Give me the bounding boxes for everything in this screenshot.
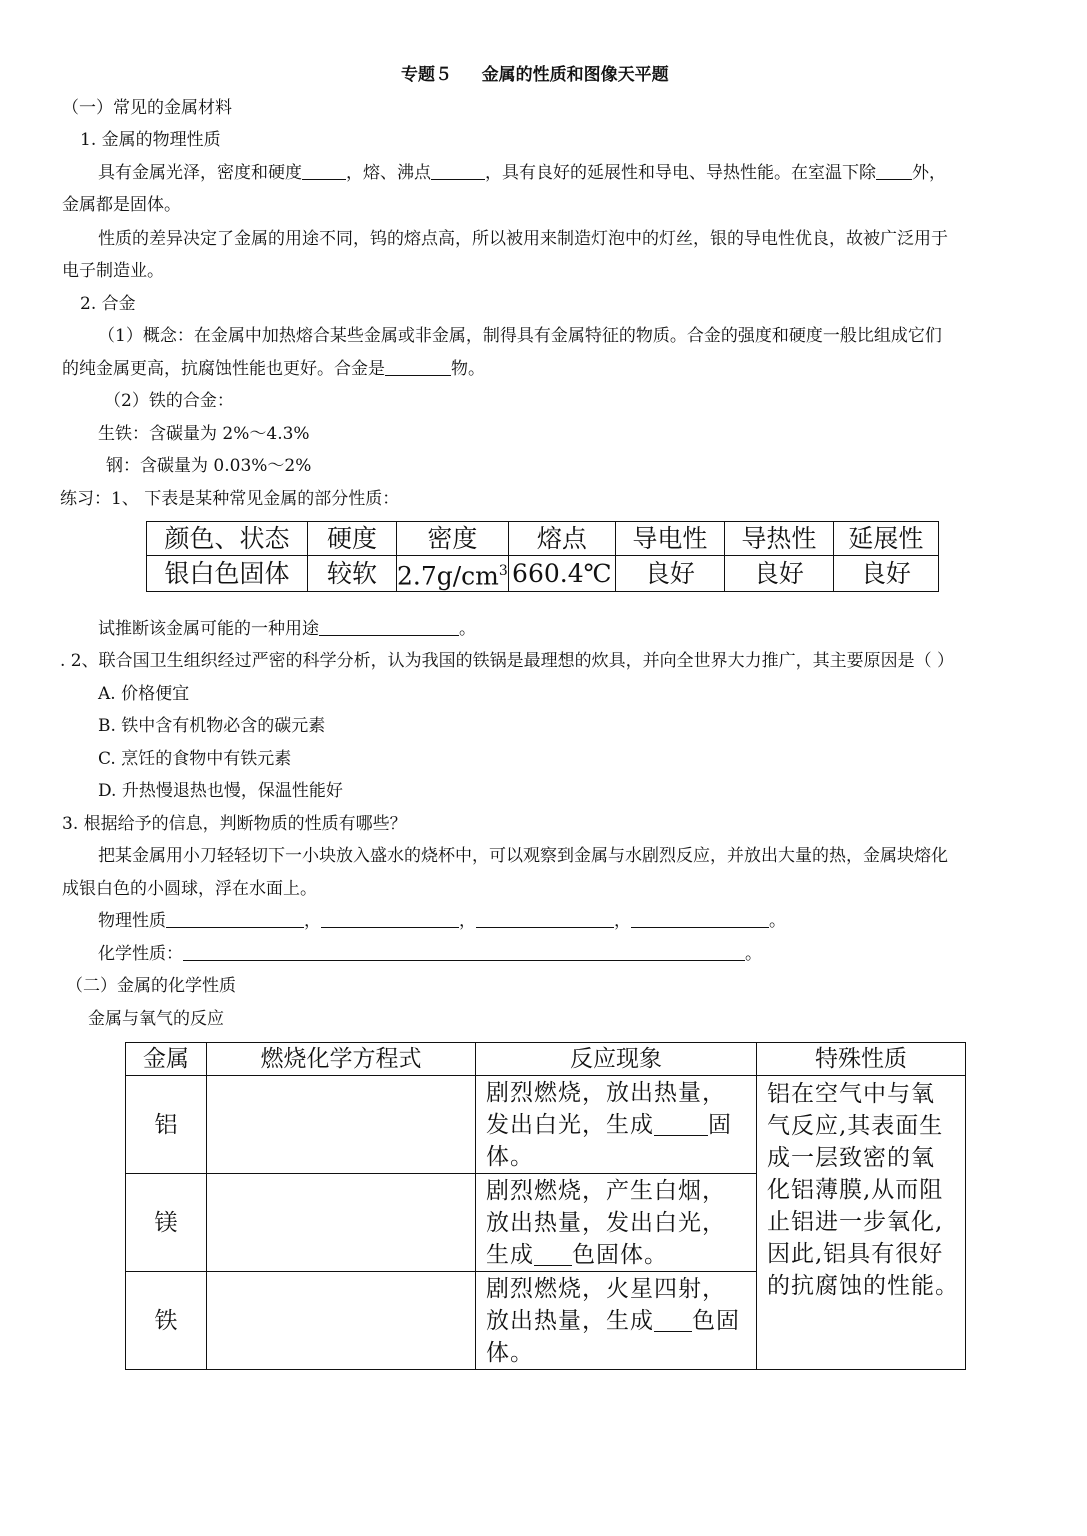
page-title [401, 64, 669, 86]
text-line: 止铝进一步氧化, [767, 1209, 944, 1235]
text: ， [459, 911, 476, 931]
equation-cell[interactable] [207, 1174, 476, 1272]
text: 色固 [692, 1307, 740, 1334]
usage-line1: 性质的差异决定了金属的用途不同，钨的熔点高，所以被用来制造灯泡中的灯丝，银的导电性优良，故被广泛用于 [98, 229, 948, 249]
metal-cell: 铁 [126, 1272, 207, 1370]
table-header-cell: 反应现象 [476, 1043, 757, 1076]
metal-properties-table [146, 521, 939, 592]
text: 。 [745, 944, 762, 964]
fill-blank[interactable] [534, 1243, 572, 1266]
table-cell: 银白色固体 [147, 556, 308, 592]
table-header-cell: 颜色、状态 [147, 522, 308, 556]
table-header-cell: 延展性 [833, 522, 938, 556]
text-line: 的抗腐蚀的性能。 [767, 1273, 959, 1299]
table-header-row [126, 1043, 966, 1076]
fill-blank[interactable] [319, 619, 459, 636]
exercise1-question [98, 618, 476, 640]
table-header-cell: 燃烧化学方程式 [207, 1043, 476, 1076]
metal-cell: 镁 [126, 1174, 207, 1272]
special-property-cell [757, 1076, 966, 1370]
option-a: A. 价格便宜 [98, 684, 190, 704]
table-header-row [147, 522, 939, 556]
density-exponent: 3 [498, 563, 508, 579]
exercise3-desc-line1: 把某金属用小刀轻轻切下一小块放入盛水的烧杯中，可以观察到金属与水剧烈反应，并放出大量的热，金属块熔化 [98, 846, 948, 866]
physical-props-line2: 金属都是固体。 [62, 195, 181, 215]
fill-blank[interactable] [876, 163, 912, 180]
text: ，熔、沸点 [346, 163, 431, 183]
metal-cell: 铝 [126, 1076, 207, 1174]
text: 化学性质： [98, 944, 183, 964]
text: 外， [912, 163, 946, 183]
table-cell: 良好 [615, 556, 724, 592]
table-row [126, 1076, 966, 1174]
oxygen-reaction-subheading: 金属与氧气的反应 [88, 1009, 224, 1029]
usage-line2: 电子制造业。 [62, 261, 164, 281]
table-header-cell: 硬度 [308, 522, 397, 556]
text: 试推断该金属可能的一种用途 [98, 619, 319, 639]
table-header-cell: 熔点 [508, 522, 615, 556]
fill-blank[interactable] [302, 163, 346, 180]
phenomenon-cell [476, 1272, 757, 1370]
fill-blank[interactable] [385, 359, 451, 376]
steel-line: 钢：含碳量为 0.03%～2% [106, 456, 312, 476]
exercise2-stem: . 2、联合国卫生组织经过严密的科学分析，认为我国的铁锅是最理想的炊具，并向全世界大力推广，其主要原因是（ ） [60, 651, 955, 671]
fill-blank[interactable] [431, 163, 485, 180]
exercise3-stem: 3. 根据给予的信息，判断物质的性质有哪些？ [62, 814, 407, 834]
phenomenon-cell [476, 1174, 757, 1272]
density-value: 2.7g/cm [397, 561, 499, 591]
text-line: 成一层致密的氧 [767, 1145, 935, 1171]
equation-cell[interactable] [207, 1272, 476, 1370]
table-cell: 较软 [308, 556, 397, 592]
equation-cell[interactable] [207, 1076, 476, 1174]
text: 的纯金属更高，抗腐蚀性能也更好。合金是 [62, 359, 385, 379]
text-line: 因此,铝具有很好 [767, 1241, 944, 1267]
text-line: 气反应,其表面生 [767, 1113, 944, 1139]
topic-number: 专题５ [401, 65, 452, 85]
section1-heading: （一）常见的金属材料 [62, 98, 232, 118]
fill-blank[interactable] [476, 911, 614, 928]
table-header-cell: 金属 [126, 1043, 207, 1076]
fill-blank[interactable] [166, 911, 304, 928]
text: ，具有良好的延展性和导电、导热性能。在室温下除 [485, 163, 876, 183]
text-line: 体。 [486, 1143, 534, 1170]
physical-props-line1 [98, 162, 946, 184]
text: 。 [769, 911, 786, 931]
exercise3-desc-line2: 成银白色的小圆球，浮在水面上。 [62, 879, 317, 899]
text: 物理性质 [98, 911, 166, 931]
exercise1-intro: 练习：1、 下表是某种常见金属的部分性质： [60, 489, 400, 509]
option-d: D. 升热慢退热也慢，保温性能好 [98, 781, 343, 801]
fill-blank[interactable] [654, 1113, 708, 1136]
table-header-cell: 导电性 [615, 522, 724, 556]
alloy-concept-line2 [62, 358, 485, 380]
text: 。 [459, 619, 476, 639]
physical-props-heading: 1. 金属的物理性质 [80, 130, 221, 150]
chemical-properties-line [98, 943, 762, 965]
fill-blank[interactable] [654, 1309, 692, 1332]
topic-name: 金属的性质和图像天平题 [481, 65, 669, 85]
table-header-cell: 密度 [397, 522, 509, 556]
alloy-heading: 2. 合金 [80, 294, 136, 314]
text: 放出热量，生成 [486, 1307, 654, 1334]
text-line [486, 1239, 750, 1271]
section2-heading: （二）金属的化学性质 [66, 976, 236, 996]
text: 色固体。 [572, 1241, 668, 1268]
text-line [486, 1305, 750, 1337]
option-b: B. 铁中含有机物必含的碳元素 [98, 716, 326, 736]
text: 发出白光，生成 [486, 1111, 654, 1138]
text: 物。 [451, 359, 485, 379]
fill-blank[interactable] [321, 911, 459, 928]
text-line: 放出热量，发出白光， [486, 1209, 726, 1236]
phenomenon-cell [476, 1076, 757, 1174]
text-line: 化铝薄膜,从而阻 [767, 1177, 944, 1203]
text: 具有金属光泽，密度和硬度 [98, 163, 302, 183]
text-line: 剧烈燃烧，放出热量， [486, 1079, 726, 1106]
table-header-cell: 特殊性质 [757, 1043, 966, 1076]
text: 生成 [486, 1241, 534, 1268]
text: 固 [708, 1111, 732, 1138]
text-line: 体。 [486, 1339, 534, 1366]
metal-oxygen-table [125, 1042, 966, 1370]
fill-blank[interactable] [631, 911, 769, 928]
iron-alloy-heading: （2）铁的合金： [104, 391, 234, 411]
text: ， [614, 911, 631, 931]
fill-blank[interactable] [183, 944, 745, 961]
table-cell: 良好 [724, 556, 833, 592]
text-line: 铝在空气中与氧 [767, 1081, 935, 1107]
physical-properties-line [98, 910, 786, 932]
text: ， [304, 911, 321, 931]
table-cell [397, 556, 509, 592]
text-line: 剧烈燃烧，火星四射， [486, 1275, 726, 1302]
text-line: 剧烈燃烧，产生白烟， [486, 1177, 726, 1204]
table-header-cell: 导热性 [724, 522, 833, 556]
table-cell: 良好 [833, 556, 938, 592]
option-c: C. 烹饪的食物中有铁元素 [98, 749, 292, 769]
alloy-concept-line1: （1）概念：在金属中加热熔合某些金属或非金属，制得具有金属特征的物质。合金的强度和硬度一般比组成它们 [98, 326, 942, 346]
pig-iron-line: 生铁：含碳量为 2%～4.3% [98, 424, 310, 444]
table-row [147, 556, 939, 592]
table-cell: 660.4℃ [508, 556, 615, 592]
text-line [486, 1109, 750, 1141]
